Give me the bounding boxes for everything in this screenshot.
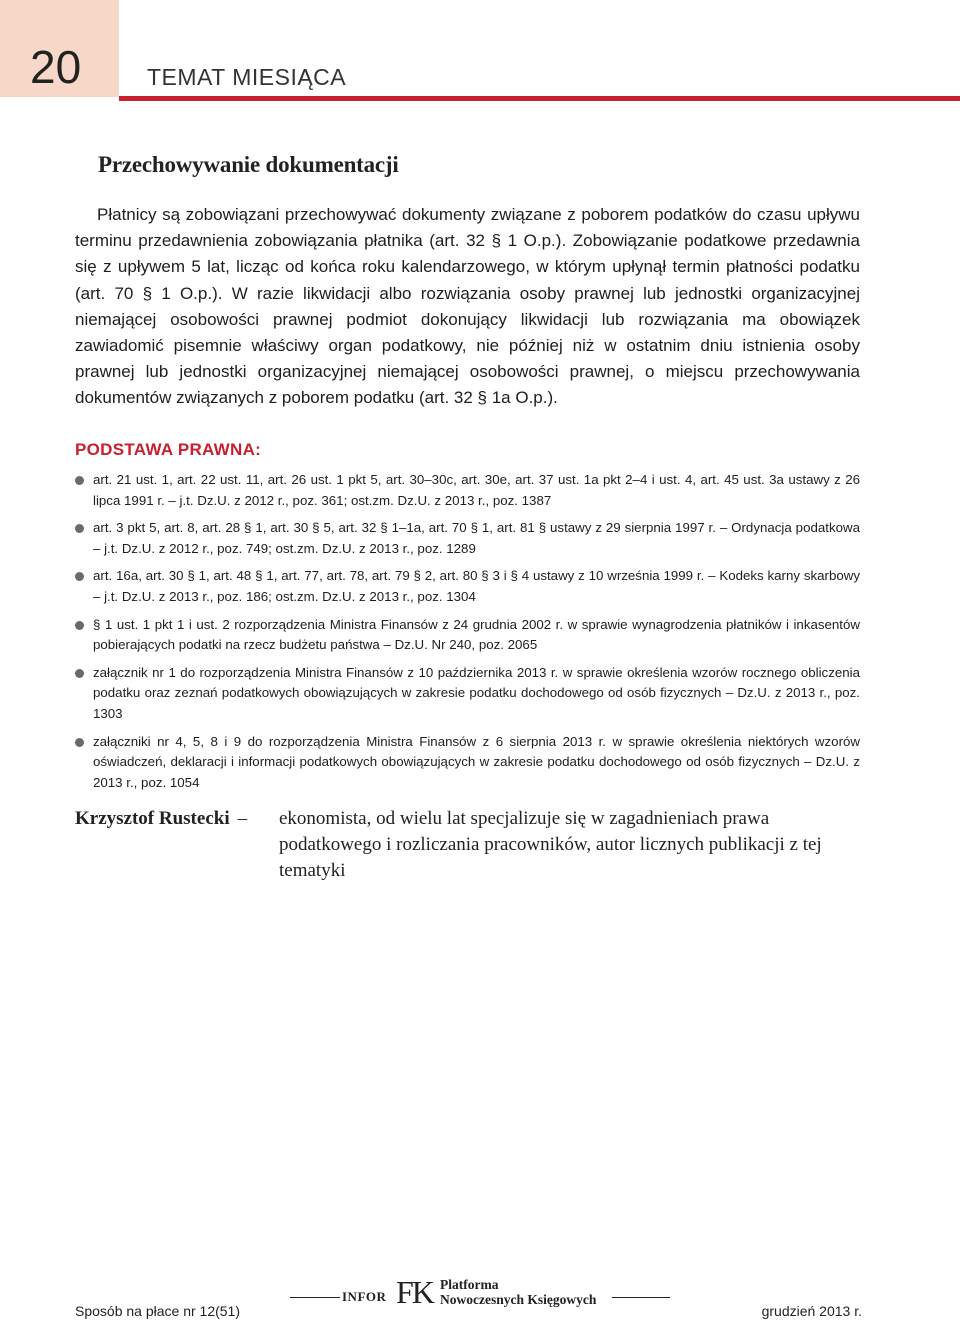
- logo-fk: FK: [396, 1274, 433, 1310]
- legal-basis-text: § 1 ust. 1 pkt 1 i ust. 2 rozporządzenia Ministra Finansów z 24 grudnia 2002 r. w sprawie wynagrodzenia płatników i inkasentów pobierających podatki na rzecz budżetu państwa – Dz.U. Nr 240, poz. 2065: [93, 616, 860, 653]
- bullet-icon: [75, 476, 84, 485]
- bullet-icon: [75, 572, 84, 581]
- article-title: Przechowywanie dokumentacji: [98, 152, 399, 177]
- legal-basis-list: [75, 470, 860, 800]
- bullet-icon: [75, 738, 84, 747]
- legal-basis-text: art. 3 pkt 5, art. 8, art. 28 § 1, art. 30 § 5, art. 32 § 1–1a, art. 70 § 1, art. 81 § ustawy z 29 sierpnia 1997 r. – Ordynacja podatkowa – j.t. Dz.U. z 2012 r., poz. 749; ost.zm. Dz.U. z 2013 r., poz. 1289: [93, 520, 860, 556]
- footer-issue: Sposób na płace nr 12(51): [75, 1303, 240, 1319]
- author-description: ekonomista, od wielu lat specjalizuje się w zagadnieniach prawa podatkowego i rozliczania pracowników, autor licznych publikacji z tej tematyki: [279, 808, 822, 881]
- logo-line1: Platforma: [440, 1277, 499, 1292]
- legal-basis-item: [75, 518, 860, 559]
- page-number: 20: [30, 41, 82, 93]
- legal-basis-item: [75, 615, 860, 656]
- legal-basis-item: [75, 663, 860, 725]
- legal-basis-text: załączniki nr 4, 5, 8 i 9 do rozporządzenia Ministra Finansów z 6 sierpnia 2013 r. w sprawie określenia niektórych wzorów oświadczeń, deklaracji i informacji podatkowych obowiązujących w zakresie podatku dochodowego od osób fizycznych – Dz.U. z 2013 r., poz. 1054: [93, 733, 860, 790]
- article-paragraph: Płatnicy są zobowiązani przechowywać dokumenty związane z poborem podatków do czasu upływu terminu przedawnienia zobowiązania płatnika (art. 32 § 1 O.p.). Zobowiązanie podatkowe przedawnia się z upływem 5 lat, licząc od końca roku kalendarzowego, w którym upłynął termin płatności podatku (art. 70 § 1 O.p.). W razie likwidacji albo rozwiązania osoby prawnej lub jednostki organizacyjnej niemającej osobowości prawnej podmiot dokonujący likwidacji lub rozwiązania ma obowiązek zawiadomić pisemnie właściwy organ podatkowy, nie później niż w ostatnim dniu istnienia osoby prawnej lub jednostki organizacyjnej niemającej osobowości prawnej, o miejscu przechowywania dokumentów związanych z poborem podatku (art. 32 § 1a O.p.).: [75, 205, 860, 408]
- legal-basis-text: załącznik nr 1 do rozporządzenia Ministra Finansów z 10 października 2013 r. w sprawie określenia wzorów rocznego obliczenia podatku oraz zeznań podatkowych obowiązujących w zakresie podatku dochodowego od osób fizycznych – Dz.U. z 2013 r., poz. 1303: [93, 664, 860, 721]
- legal-basis-heading: PODSTAWA PRAWNA:: [75, 440, 262, 459]
- section-label: TEMAT MIESIĄCA: [147, 64, 347, 90]
- logo-rule-right: [612, 1297, 670, 1298]
- logo-infor: INFOR: [342, 1289, 387, 1304]
- legal-basis-item: [75, 470, 860, 511]
- logo-rule-left: [290, 1297, 340, 1298]
- logo-line2: Nowoczesnych Księgowych: [440, 1292, 597, 1307]
- footer-date: grudzień 2013 r.: [761, 1303, 862, 1319]
- author-dash: –: [237, 808, 248, 829]
- author-name: Krzysztof Rustecki: [75, 808, 230, 829]
- legal-basis-item: [75, 732, 860, 794]
- bullet-icon: [75, 524, 84, 533]
- header-rule: [119, 96, 960, 101]
- author-bio: [75, 806, 865, 884]
- bullet-icon: [75, 669, 84, 678]
- legal-basis-text: art. 16a, art. 30 § 1, art. 48 § 1, art. 77, art. 78, art. 79 § 2, art. 80 § 3 i § 4 ustawy z 10 września 1999 r. – Kodeks karny skarbowy – j.t. Dz.U. z 2013 r., poz. 186; ost.zm. Dz.U. z 2013 r., poz. 1304: [93, 568, 860, 604]
- legal-basis-text: art. 21 ust. 1, art. 22 ust. 11, art. 26 ust. 1 pkt 5, art. 30–30c, art. 30e, art. 37 ust. 1a pkt 2–4 i ust. 4, art. 45 ust. 3a ustawy z 26 lipca 1991 r. – j.t. Dz.U. z 2012 r., poz. 361; ost.zm. Dz.U. z 2013 r., poz. 1387: [93, 472, 860, 508]
- bullet-icon: [75, 621, 84, 630]
- legal-basis-item: [75, 566, 860, 607]
- publisher-logo: [290, 1275, 670, 1311]
- article-body: [75, 202, 860, 412]
